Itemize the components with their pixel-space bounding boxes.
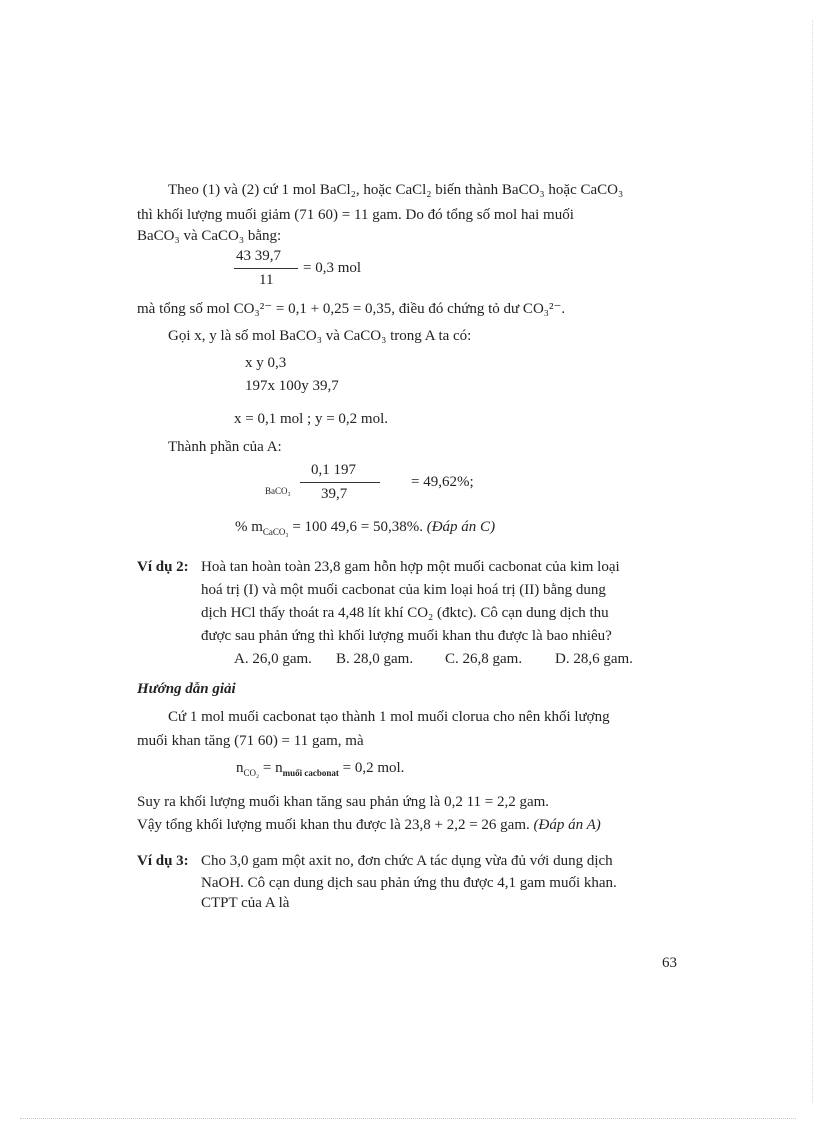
system-row2: 197x 100y 39,7: [245, 378, 339, 394]
guide-line4-answer: (Đáp án A): [533, 817, 601, 833]
thanh-phan-line: Thành phần của A:: [168, 439, 282, 455]
eq2-label: BaCO₃: [265, 486, 291, 496]
guide-line2: muối khan tăng (71 60) = 11 gam, mà: [137, 733, 364, 749]
guide-line1: Cứ 1 mol muối cacbonat tạo thành 1 mol muối clorua cho nên khối lượng: [168, 709, 610, 725]
eq2-result: = 49,62%;: [411, 474, 474, 490]
page-border-bottom: [20, 1118, 796, 1119]
page-border-right: [812, 20, 813, 1103]
eq1-result: = 0,3 mol: [303, 260, 362, 276]
guide-eq-n-sub: CO₂: [243, 768, 260, 778]
page-number: 63: [662, 955, 677, 971]
para1-line3: BaCO₃ và CaCO₃ bằng:: [137, 228, 282, 244]
eq3-answer: (Đáp án C): [426, 519, 496, 535]
guide-eq-n: n: [236, 760, 244, 776]
goi-xy-line: Gọi x, y là số mol BaCO₃ và CaCO₃ trong A ta có:: [168, 328, 472, 344]
eq2-numerator: 0,1 197: [311, 462, 356, 478]
example2-option-a: A. 26,0 gam.: [234, 651, 312, 667]
example3-line3: CTPT của A là: [201, 895, 290, 911]
eq3-line: [235, 519, 495, 537]
para1-line1: Theo (1) và (2) cứ 1 mol BaCl₂, hoặc CaCl₂ biến thành BaCO₃ hoặc CaCO₃: [168, 182, 624, 198]
co3-line: mà tổng số mol CO₃²⁻ = 0,1 + 0,25 = 0,35, điều đó chứng tỏ dư CO₃²⁻.: [137, 301, 566, 317]
example2-line4: được sau phản ứng thì khối lượng muối khan thu được là bao nhiêu?: [201, 628, 612, 644]
eq2-fraction-bar: [300, 482, 380, 483]
example2-line3: dịch HCl thấy thoát ra 4,48 lít khí CO₂ (đktc). Cô cạn dung dịch thu: [201, 605, 609, 621]
example2-option-d: D. 28,6 gam.: [555, 651, 633, 667]
eq1-numerator: 43 39,7: [236, 248, 281, 264]
example2-option-c: C. 26,8 gam.: [445, 651, 523, 667]
guide-eq-n2-sub: muối cacbonat: [282, 768, 339, 778]
example2-option-b: B. 28,0 gam.: [336, 651, 414, 667]
example2-line1: Hoà tan hoàn toàn 23,8 gam hỗn hợp một muối cacbonat của kim loại: [201, 559, 620, 575]
example3-label: Ví dụ 3:: [137, 853, 189, 869]
guide-eq-eq: = n: [259, 760, 283, 776]
guide-eq-rest: = 0,2 mol.: [338, 760, 405, 776]
example3-line2: NaOH. Cô cạn dung dịch sau phản ứng thu được 4,1 gam muối khan.: [201, 875, 617, 891]
guide-equation: [236, 760, 404, 778]
guide-line4-text: Vậy tổng khối lượng muối khan thu được là 23,8 + 2,2 = 26 gam.: [137, 817, 534, 833]
system-row1: x y 0,3: [245, 355, 287, 371]
eq3-text: = 100 49,6 = 50,38%.: [292, 519, 427, 535]
example2-line2: hoá trị (I) và một muối cacbonat của kim loại hoá trị (II) bằng dung: [201, 582, 606, 598]
guide-line3: Suy ra khối lượng muối khan tăng sau phản ứng là 0,2 11 = 2,2 gam.: [137, 794, 550, 810]
eq2-denominator: 39,7: [321, 486, 348, 502]
example3-line1: Cho 3,0 gam một axit no, đơn chức A tác dụng vừa đủ với dung dịch: [201, 853, 613, 869]
system-solution: x = 0,1 mol ; y = 0,2 mol.: [234, 411, 389, 427]
guide-title: Hướng dẫn giải: [137, 681, 236, 697]
guide-line4: [137, 815, 601, 835]
eq1-fraction-bar: [234, 268, 298, 269]
eq1-denominator: 11: [259, 272, 274, 288]
eq3-subscript: CaCO₃: [262, 527, 289, 537]
para1-line2: thì khối lượng muối giảm (71 60) = 11 gam. Do đó tổng số mol hai muối: [137, 207, 574, 223]
eq3-prefix: % m: [235, 519, 263, 535]
example2-label: Ví dụ 2:: [137, 559, 189, 575]
